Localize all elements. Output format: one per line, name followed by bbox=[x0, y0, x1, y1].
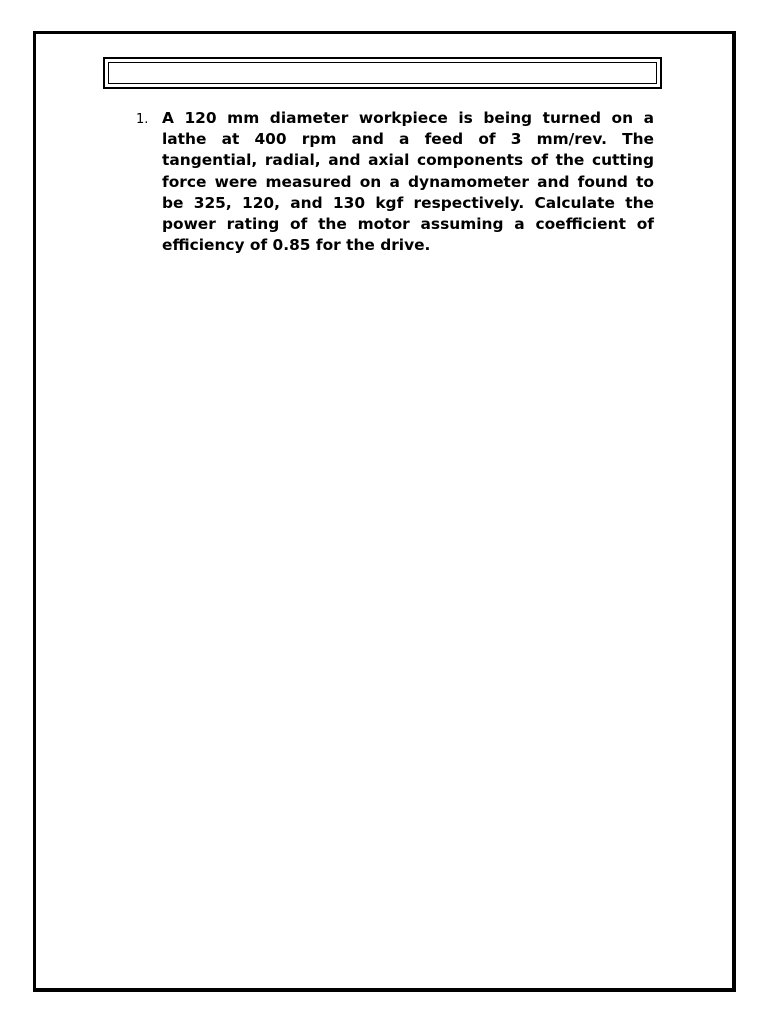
page-title bbox=[108, 62, 657, 84]
question-item bbox=[136, 108, 654, 256]
question-text: A 120 mm diameter workpiece is being turned on a lathe at 400 rpm and a feed of 3 mm/rev. The tangential, radial, and axial components of the cutting force were measured on a dynamometer and found to be 325, 120, and 130 kgf respectively. Calculate the power rating of the motor assuming a coefficient of efficiency of 0.85 for the drive. bbox=[162, 109, 654, 255]
title-box bbox=[103, 57, 662, 89]
question-number: 1. bbox=[136, 112, 149, 127]
